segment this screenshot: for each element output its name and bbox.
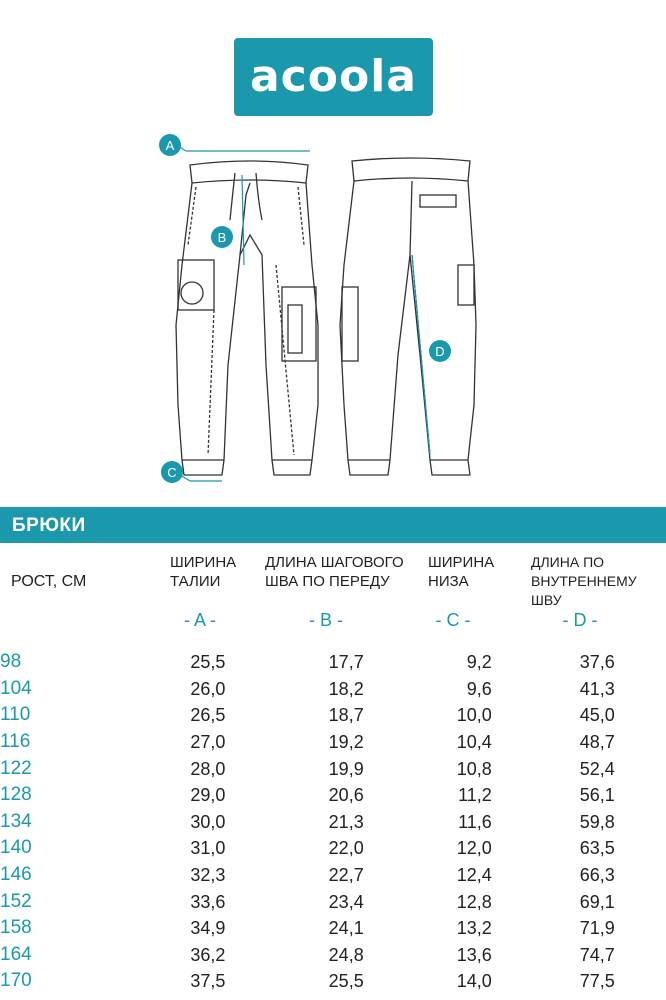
cell-inseam-front: 24,1 [328, 918, 364, 939]
cell-inseam-front: 24,8 [328, 944, 364, 965]
cell-inseam-front: 17,7 [328, 652, 364, 673]
measure-label-b [211, 226, 233, 248]
table-row [0, 968, 666, 995]
table-row [0, 915, 666, 942]
cell-height: 170 [0, 970, 32, 992]
measure-label-a [159, 134, 181, 156]
cell-inner-seam-length: 56,1 [579, 785, 615, 806]
cell-inseam-front: 18,2 [328, 678, 364, 699]
cell-inner-seam-length: 77,5 [579, 971, 615, 992]
cell-waist-width: 31,0 [190, 838, 226, 859]
cell-waist-width: 29,0 [190, 785, 226, 806]
cell-hem-width: 9,6 [466, 678, 492, 699]
cell-inseam-front: 22,7 [328, 865, 364, 886]
header-inseam-front: ДЛИНА ШАГОВОГО ШВА ПО ПЕРЕДУ [265, 554, 404, 590]
cell-hem-width: 10,0 [456, 705, 492, 726]
cell-inner-seam-length: 74,7 [579, 944, 615, 965]
cell-waist-width: 33,6 [190, 891, 226, 912]
cell-hem-width: 10,4 [456, 732, 492, 753]
cell-height: 122 [0, 757, 32, 779]
cell-hem-width: 12,0 [456, 838, 492, 859]
brand-logo [234, 38, 433, 116]
table-row [0, 809, 666, 836]
table-row [0, 835, 666, 862]
cell-height: 98 [0, 651, 22, 673]
cell-waist-width: 26,0 [190, 678, 226, 699]
cell-waist-width: 28,0 [190, 758, 226, 779]
cell-inner-seam-length: 59,8 [579, 811, 615, 832]
cell-waist-width: 27,0 [190, 732, 226, 753]
cell-inseam-front: 18,7 [328, 705, 364, 726]
cell-height: 128 [0, 784, 32, 806]
pants-technical-drawing [0, 125, 666, 495]
cell-waist-width: 36,2 [190, 944, 226, 965]
cell-hem-width: 11,6 [458, 811, 492, 832]
cell-waist-width: 34,9 [190, 918, 226, 939]
cell-inner-seam-length: 71,9 [579, 918, 615, 939]
cell-inseam-front: 19,2 [328, 732, 364, 753]
cell-height: 134 [0, 810, 32, 832]
svg-text:C: C [167, 465, 177, 480]
brand-logo-text: acoola [249, 51, 417, 102]
table-row [0, 862, 666, 889]
cell-waist-width: 32,3 [190, 865, 226, 886]
cell-waist-width: 25,5 [190, 652, 226, 673]
cell-height: 158 [0, 917, 32, 939]
table-row [0, 755, 666, 782]
cell-inner-seam-length: 45,0 [579, 705, 615, 726]
cell-inseam-front: 25,5 [328, 971, 364, 992]
column-letter-b: - B - [309, 610, 343, 630]
section-band [0, 507, 666, 543]
cell-inner-seam-length: 48,7 [579, 732, 615, 753]
header-inner-seam-length: ДЛИНА ПО ВНУТРЕННЕМУ ШВУ [531, 554, 637, 608]
table-row [0, 888, 666, 915]
table-row [0, 942, 666, 969]
cell-hem-width: 13,6 [456, 944, 492, 965]
cell-hem-width: 9,2 [466, 652, 492, 673]
cell-inner-seam-length: 37,6 [579, 652, 615, 673]
table-row [0, 649, 666, 676]
cell-waist-width: 37,5 [190, 971, 226, 992]
cell-height: 110 [0, 704, 31, 726]
svg-text:A: A [165, 138, 175, 153]
header-hem-width: ШИРИНА НИЗА [428, 554, 495, 590]
cell-inseam-front: 22,0 [328, 838, 364, 859]
svg-text:D: D [435, 344, 445, 359]
cell-height: 116 [0, 731, 31, 753]
header-height: РОСТ, СМ [11, 573, 87, 590]
header-waist-width: ШИРИНА ТАЛИИ [170, 554, 237, 590]
svg-text:B: B [217, 230, 227, 245]
section-title: БРЮКИ [12, 515, 86, 536]
cell-inner-seam-length: 41,3 [579, 678, 615, 699]
column-letter-c: - C - [435, 610, 471, 630]
cell-inner-seam-length: 66,3 [579, 865, 615, 886]
table-row [0, 729, 666, 756]
cell-hem-width: 12,4 [456, 865, 492, 886]
cell-waist-width: 30,0 [190, 811, 226, 832]
size-table [0, 649, 666, 995]
cell-height: 104 [0, 677, 32, 699]
cell-inner-seam-length: 63,5 [579, 838, 615, 859]
cell-hem-width: 13,2 [456, 918, 492, 939]
cell-hem-width: 10,8 [456, 758, 492, 779]
cell-hem-width: 14,0 [456, 971, 492, 992]
cell-waist-width: 26,5 [190, 705, 226, 726]
table-row [0, 676, 666, 703]
measure-label-d [429, 340, 451, 362]
table-row [0, 782, 666, 809]
cell-height: 152 [0, 890, 32, 912]
cell-inner-seam-length: 52,4 [579, 758, 615, 779]
cell-inner-seam-length: 69,1 [579, 891, 615, 912]
cell-inseam-front: 21,3 [328, 811, 364, 832]
table-row [0, 702, 666, 729]
cell-inseam-front: 19,9 [328, 758, 364, 779]
cell-height: 146 [0, 864, 32, 886]
column-letter-a: - A - [183, 610, 216, 630]
cell-height: 140 [0, 837, 32, 859]
cell-height: 164 [0, 943, 32, 965]
cell-inseam-front: 23,4 [328, 891, 364, 912]
measure-label-c [161, 461, 183, 483]
cell-hem-width: 11,2 [458, 785, 492, 806]
column-letter-d: - D - [562, 610, 598, 630]
cell-inseam-front: 20,6 [328, 785, 364, 806]
cell-hem-width: 12,8 [456, 891, 492, 912]
